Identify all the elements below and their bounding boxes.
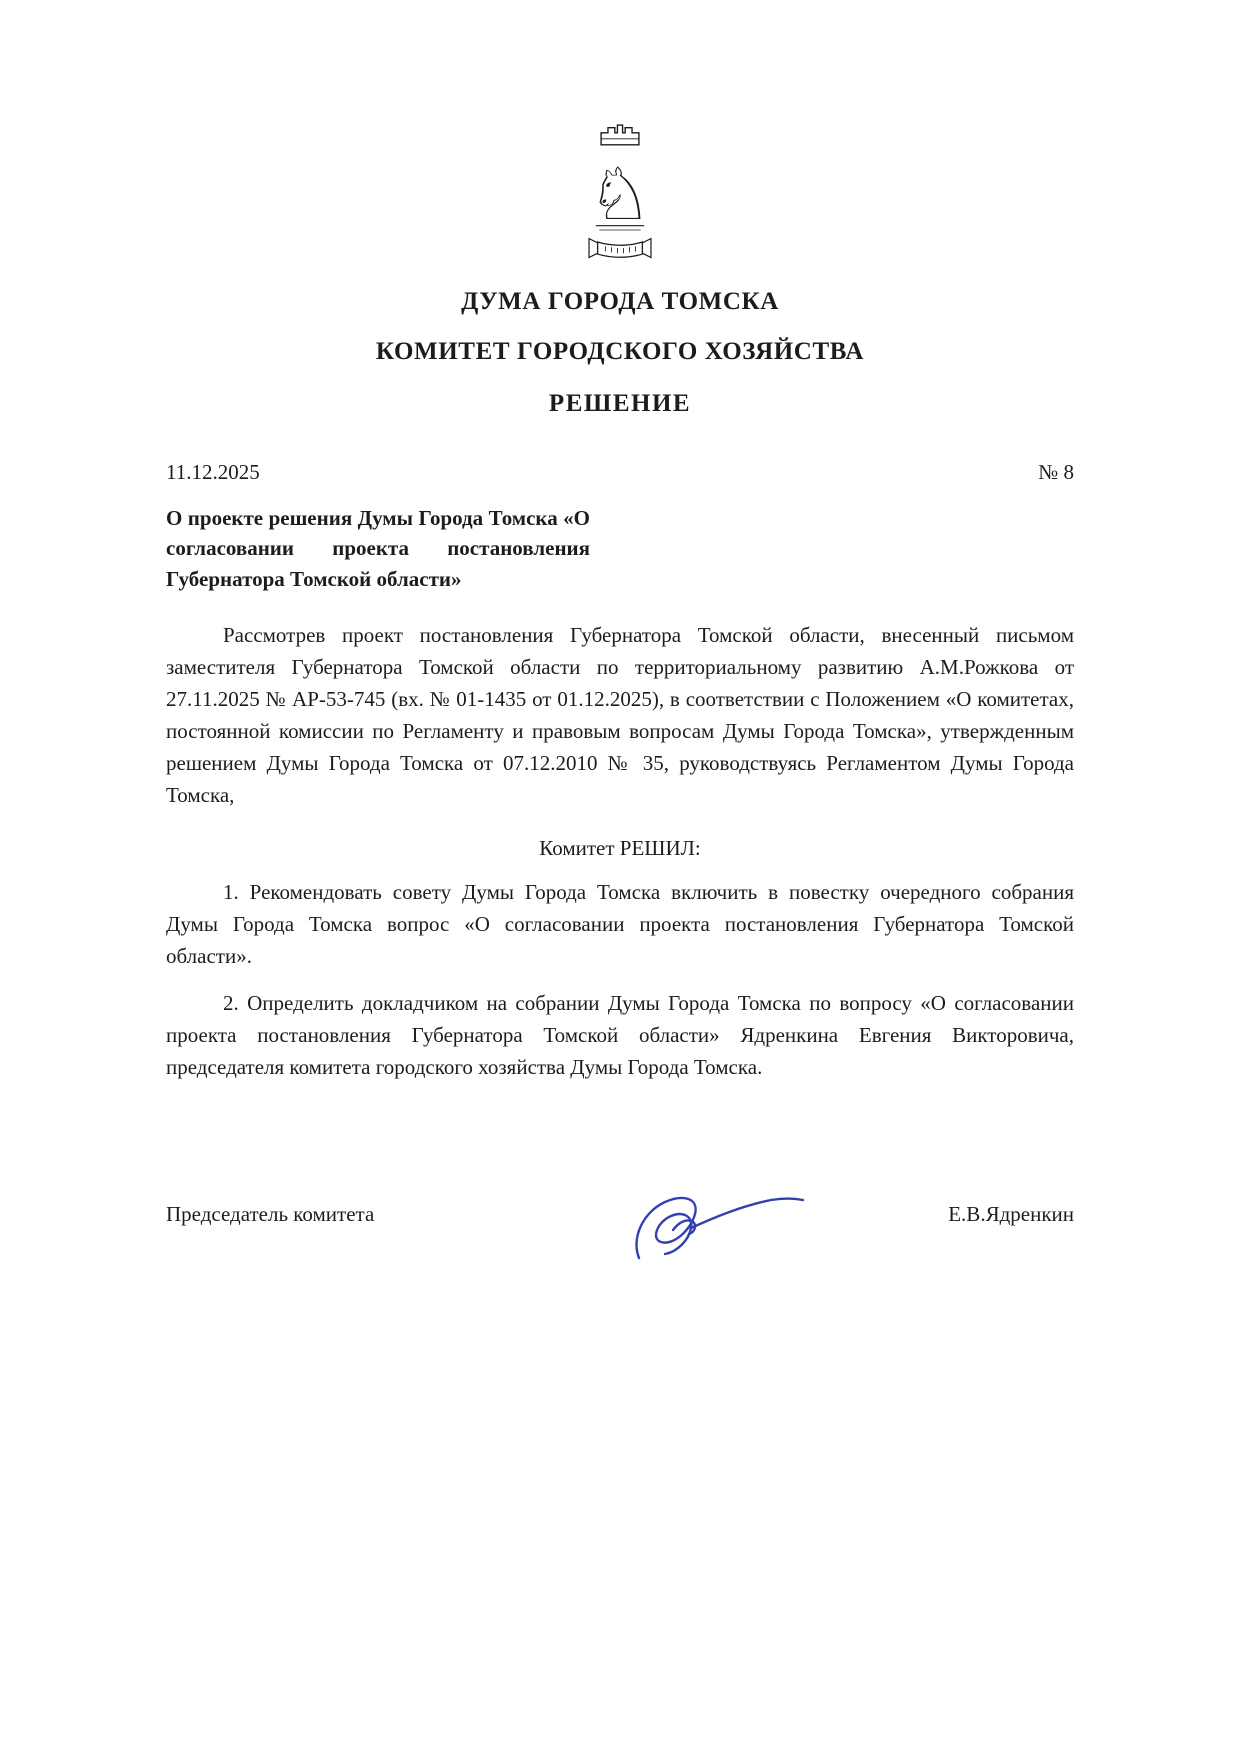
- organization-title: ДУМА ГОРОДА ТОМСКА: [461, 288, 779, 315]
- document-number: № 8: [1038, 460, 1074, 484]
- preamble-paragraph: Рассмотрев проект постановления Губернатора Томской области, внесенный письмом заместителя Губернатора Томской области по территориальному развитию А.М.Рожкова от 27.11.2025 № АР-53-745 (вх. № 01-1435 от 01.12.2025), в соответствии с Положением «О комитетах, постоянной комиссии по Регламенту и правовым вопросам Думы Города Томска», утвержденным решением Думы Города Томска от 07.12.2010 № 35, руководствуясь Регламентом Думы Города Томска,: [166, 623, 1074, 807]
- resolution-heading: Комитет РЕШИЛ:: [539, 835, 701, 860]
- document-date: 11.12.2025: [166, 460, 260, 484]
- handwritten-signature-icon: [621, 1172, 811, 1292]
- svg-text:♘: ♘: [587, 152, 653, 237]
- document-type-heading: РЕШЕНИЕ: [548, 390, 692, 417]
- tomsk-coat-of-arms-icon: [577, 112, 663, 274]
- document-subject: О проекте решения Думы Города Томска «О согласовании проекта постановления Губернатора Томской области»: [166, 506, 590, 591]
- signatory-name: Е.В.Ядренкин: [948, 1202, 1074, 1227]
- meta-row: [166, 460, 1074, 485]
- committee-title: КОМИТЕТ ГОРОДСКОГО ХОЗЯЙСТВА: [375, 338, 865, 365]
- emblem-container: [166, 0, 1074, 274]
- signature-block: [166, 1188, 1074, 1308]
- resolution-item-1: 1. Рекомендовать совету Думы Города Томска включить в повестку очередного собрания Думы Города Томска вопрос «О согласовании проекта постановления Губернатора Томской области».: [166, 879, 1074, 968]
- resolution-item-2: 2. Определить докладчиком на собрании Думы Города Томска по вопросу «О согласовании проекта постановления Губернатора Томской области» Ядренкина Евгения Викторовича, председателя комитета городского хозяйства Думы Города Томска.: [166, 991, 1074, 1080]
- signatory-position: Председатель комитета: [166, 1202, 375, 1227]
